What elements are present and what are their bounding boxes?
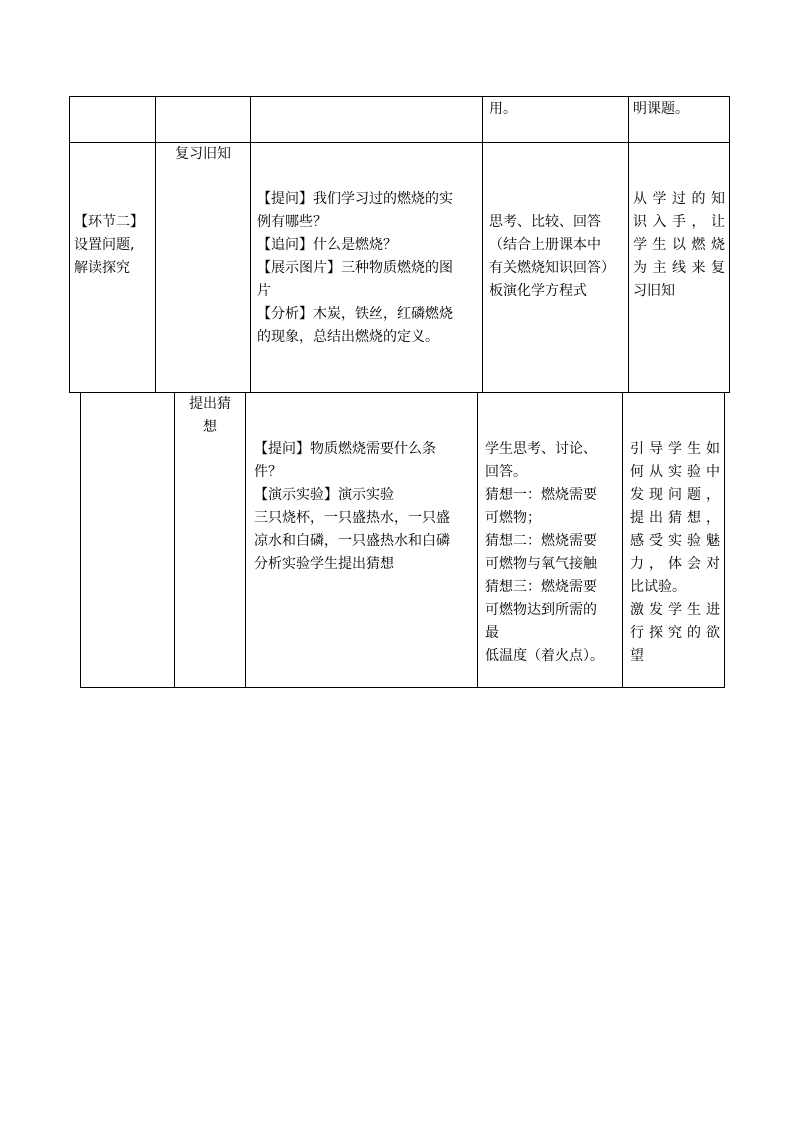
intent-text bbox=[623, 393, 724, 668]
teacher-line: 三只烧杯，一只盛热水，一只盛 bbox=[254, 510, 450, 526]
teacher-line: 例有哪些？ bbox=[257, 214, 327, 230]
teacher-text bbox=[251, 143, 482, 349]
step-label bbox=[175, 393, 245, 439]
student-text bbox=[478, 393, 622, 668]
cell-design-intent bbox=[629, 97, 730, 143]
cell-design-intent bbox=[623, 393, 725, 688]
student-line: 思考、比较、回答 bbox=[489, 214, 601, 230]
teacher-line: 【展示图片】三种物质燃烧的图 bbox=[257, 260, 453, 276]
intent-line: 力，体会对 bbox=[630, 556, 720, 572]
cell-student-activity bbox=[483, 97, 629, 143]
intent-line: 比试验。 bbox=[630, 579, 686, 595]
cell-student-activity bbox=[483, 143, 629, 393]
teacher-line: 的现象，总结出燃烧的定义。 bbox=[257, 329, 439, 345]
intent-line: 引导学生如 bbox=[630, 441, 720, 457]
intent-line: 望 bbox=[630, 648, 644, 664]
intent-line: 为主线来复 bbox=[633, 260, 725, 276]
student-line: 低温度（着火点）。 bbox=[485, 648, 604, 664]
teacher-line: 【分析】木炭，铁丝，红磷燃烧 bbox=[257, 306, 453, 322]
cell-empty bbox=[251, 97, 483, 143]
student-line: 学生思考、讨论、 bbox=[485, 441, 597, 457]
intent-line: 习旧知 bbox=[633, 283, 675, 299]
cell-student-activity bbox=[478, 393, 623, 688]
teacher-line: 【提问】我们学习过的燃烧的实 bbox=[257, 191, 453, 207]
cell-design-intent bbox=[629, 143, 730, 393]
student-line: 猜想一：燃烧需要 bbox=[485, 487, 597, 503]
student-text bbox=[483, 143, 628, 303]
cell-empty bbox=[81, 393, 175, 688]
cell-step bbox=[175, 393, 246, 688]
teacher-text bbox=[246, 393, 477, 576]
student-line: 猜想二：燃烧需要 bbox=[485, 533, 597, 549]
intent-line: 何从实验中 bbox=[630, 464, 720, 480]
intent-text: 明课题。 bbox=[633, 101, 689, 117]
table-row bbox=[70, 143, 730, 393]
step-line: 想 bbox=[203, 419, 217, 435]
student-line: 可燃物达到所需的 bbox=[485, 602, 597, 618]
cell-empty bbox=[70, 97, 156, 143]
intent-line: 激发学生进 bbox=[630, 602, 720, 618]
table-row bbox=[81, 393, 725, 688]
student-line: 有关燃烧知识回答） bbox=[489, 260, 615, 276]
table-row bbox=[70, 97, 730, 143]
intent-line: 感受实验魅 bbox=[630, 533, 720, 549]
student-line: 最 bbox=[485, 625, 499, 641]
lesson-table-top bbox=[69, 96, 730, 393]
section-line: 设置问题, bbox=[74, 237, 135, 253]
cell-teacher-activity bbox=[246, 393, 478, 688]
student-text: 用。 bbox=[489, 101, 517, 117]
teacher-line: 【提问】物质燃烧需要什么条 bbox=[254, 441, 436, 457]
intent-text bbox=[629, 143, 729, 303]
cell-empty bbox=[156, 97, 251, 143]
intent-line: 提出猜想， bbox=[630, 510, 720, 526]
student-line: 可燃物； bbox=[485, 510, 541, 526]
cell-section bbox=[70, 143, 156, 393]
teacher-line: 件？ bbox=[254, 464, 282, 480]
step-label: 复习旧知 bbox=[175, 146, 231, 162]
student-line: （结合上册课本中 bbox=[489, 237, 601, 253]
intent-line: 学生以燃烧 bbox=[633, 237, 725, 253]
teacher-line: 【演示实验】演示实验 bbox=[254, 487, 394, 503]
teacher-line: 凉水和白磷，一只盛热水和白磷 bbox=[254, 533, 450, 549]
step-line: 提出猜 bbox=[189, 396, 231, 412]
student-line: 回答。 bbox=[485, 464, 527, 480]
cell-teacher-activity bbox=[251, 143, 483, 393]
section-line: 【环节二】 bbox=[74, 214, 144, 230]
teacher-line: 分析实验学生提出猜想 bbox=[254, 556, 394, 572]
cell-step bbox=[156, 143, 251, 393]
section-label bbox=[70, 143, 155, 280]
teacher-line: 片 bbox=[257, 283, 271, 299]
teacher-line: 【追问】什么是燃烧？ bbox=[257, 237, 397, 253]
intent-line: 从学过的知 bbox=[633, 191, 725, 207]
student-line: 板演化学方程式 bbox=[489, 283, 587, 299]
intent-line: 行探究的欲 bbox=[630, 625, 720, 641]
intent-line: 发现问题， bbox=[630, 487, 720, 503]
section-line: 解读探究 bbox=[74, 260, 130, 276]
lesson-table-bottom bbox=[80, 392, 725, 688]
student-line: 可燃物与氧气接触 bbox=[485, 556, 597, 572]
student-line: 猜想三：燃烧需要 bbox=[485, 579, 597, 595]
intent-line: 识入手，让 bbox=[633, 214, 725, 230]
